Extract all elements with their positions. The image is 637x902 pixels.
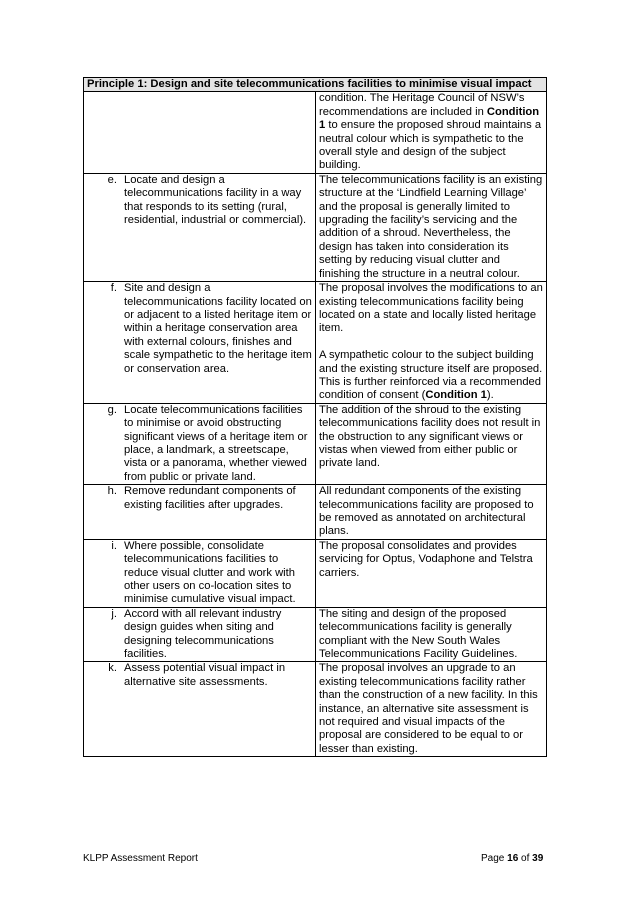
criterion-text: Remove redundant components of existing facilities after upgrades. [124,485,296,511]
response-text: ). [486,389,494,402]
condition-reference: Condition 1 [425,389,487,402]
criterion-letter: h. [107,485,117,498]
criterion-letter: j. [111,607,117,620]
table-header-row [84,78,547,92]
footer-report-name: KLPP Assessment Report [83,853,198,864]
table-row [84,485,547,540]
response-cell: The siting and design of the proposed telecommunications facility is generally compliant with the New South Wales Telecommunications Facility Guidelines. [316,607,547,662]
footer-page-number [481,853,543,864]
principle-table [83,77,547,757]
response-cell: All redundant components of the existing telecommunications facility are proposed to be removed as annotated on architectural plans. [316,485,547,540]
criterion-cell [84,607,316,662]
criterion-cell [84,403,316,484]
response-text: to ensure the proposed shroud maintains a neutral colour which is sympathetic to the overall style and design of the subject building. [319,119,542,172]
criterion-text: Site and design a telecommunications facility located on or adjacent to a listed heritage item or within a heritage conservation area with external colours, finishes and scale sympathetic to the heritage item or conservation area. [124,282,312,375]
criterion-letter: e. [107,173,117,186]
table-row [84,539,547,607]
criterion-cell [84,539,316,607]
total-pages: 39 [532,853,544,864]
criterion-text: Where possible, consolidate telecommunications facilities to reduce visual clutter and work with other users on co-location sites to minimise cumulative visual impact. [124,539,296,606]
criterion-cell [84,485,316,540]
criterion-cell [84,173,316,281]
criterion-letter: f. [110,282,117,295]
principle-heading: Principle 1: Design and site telecommunications facilities to minimise visual impact [84,78,547,92]
response-cell: The addition of the shroud to the existing telecommunications facility does not result in the obstruction to any significant views or vistas when viewed from either public or private land. [316,403,547,484]
page-of-label: of [518,853,533,864]
current-page: 16 [507,853,519,864]
criterion-cell-empty [84,92,316,173]
criterion-text: Assess potential visual impact in alternative site assessments. [124,662,286,688]
response-text: A sympathetic colour to the subject building and the existing structure itself are proposed. This is further reinforced via a recommended condition of consent ( [319,349,543,402]
table-row [84,173,547,281]
criterion-letter: k. [108,662,117,675]
response-cell: The proposal involves an upgrade to an existing telecommunications facility rather than the construction of a new facility. In this instance, an alternative site assessment is not required and visual impacts of the proposal are considered to be equal to or lesser than existing. [316,662,547,757]
criterion-text: Locate telecommunications facilities to minimise or avoid obstructing significant views of a heritage item or place, a landmark, a streetscape, vista or a panorama, whether viewed from public or private land. [124,403,308,483]
criterion-text: Accord with all relevant industry design guides when siting and designing telecommunications facilities. [124,607,282,661]
response-text: condition. The Heritage Council of NSW’s recommendations are included in [319,92,525,118]
response-cell [316,282,547,404]
response-paragraph [319,349,543,403]
response-paragraph: The proposal involves the modifications to an existing telecommunications facility being located on a state and locally listed heritage item. [319,282,543,335]
table-row [84,282,547,404]
criterion-letter: i. [111,539,117,552]
condition-reference: Condition 1 [319,105,540,132]
table-row [84,662,547,757]
table-row [84,92,547,173]
response-cell [316,92,547,173]
criterion-cell [84,662,316,757]
table-row [84,403,547,484]
table-row [84,607,547,662]
criterion-letter: g. [107,403,117,416]
response-cell: The proposal consolidates and provides servicing for Optus, Vodaphone and Telstra carriers. [316,539,547,607]
page-label: Page [481,853,508,864]
criterion-cell [84,282,316,404]
response-cell: The telecommunications facility is an existing structure at the ‘Lindfield Learning Village’ and the proposal is generally limited to upgrading the facility’s servicing and the addition of a shroud. Nevertheless, the design has taken into consideration its setting by reducing visual clutter and finishing the structure in a neutral colour. [316,173,547,281]
criterion-text: Locate and design a telecommunications facility in a way that responds to its setting (rural, residential, industrial or commercial). [124,173,307,227]
